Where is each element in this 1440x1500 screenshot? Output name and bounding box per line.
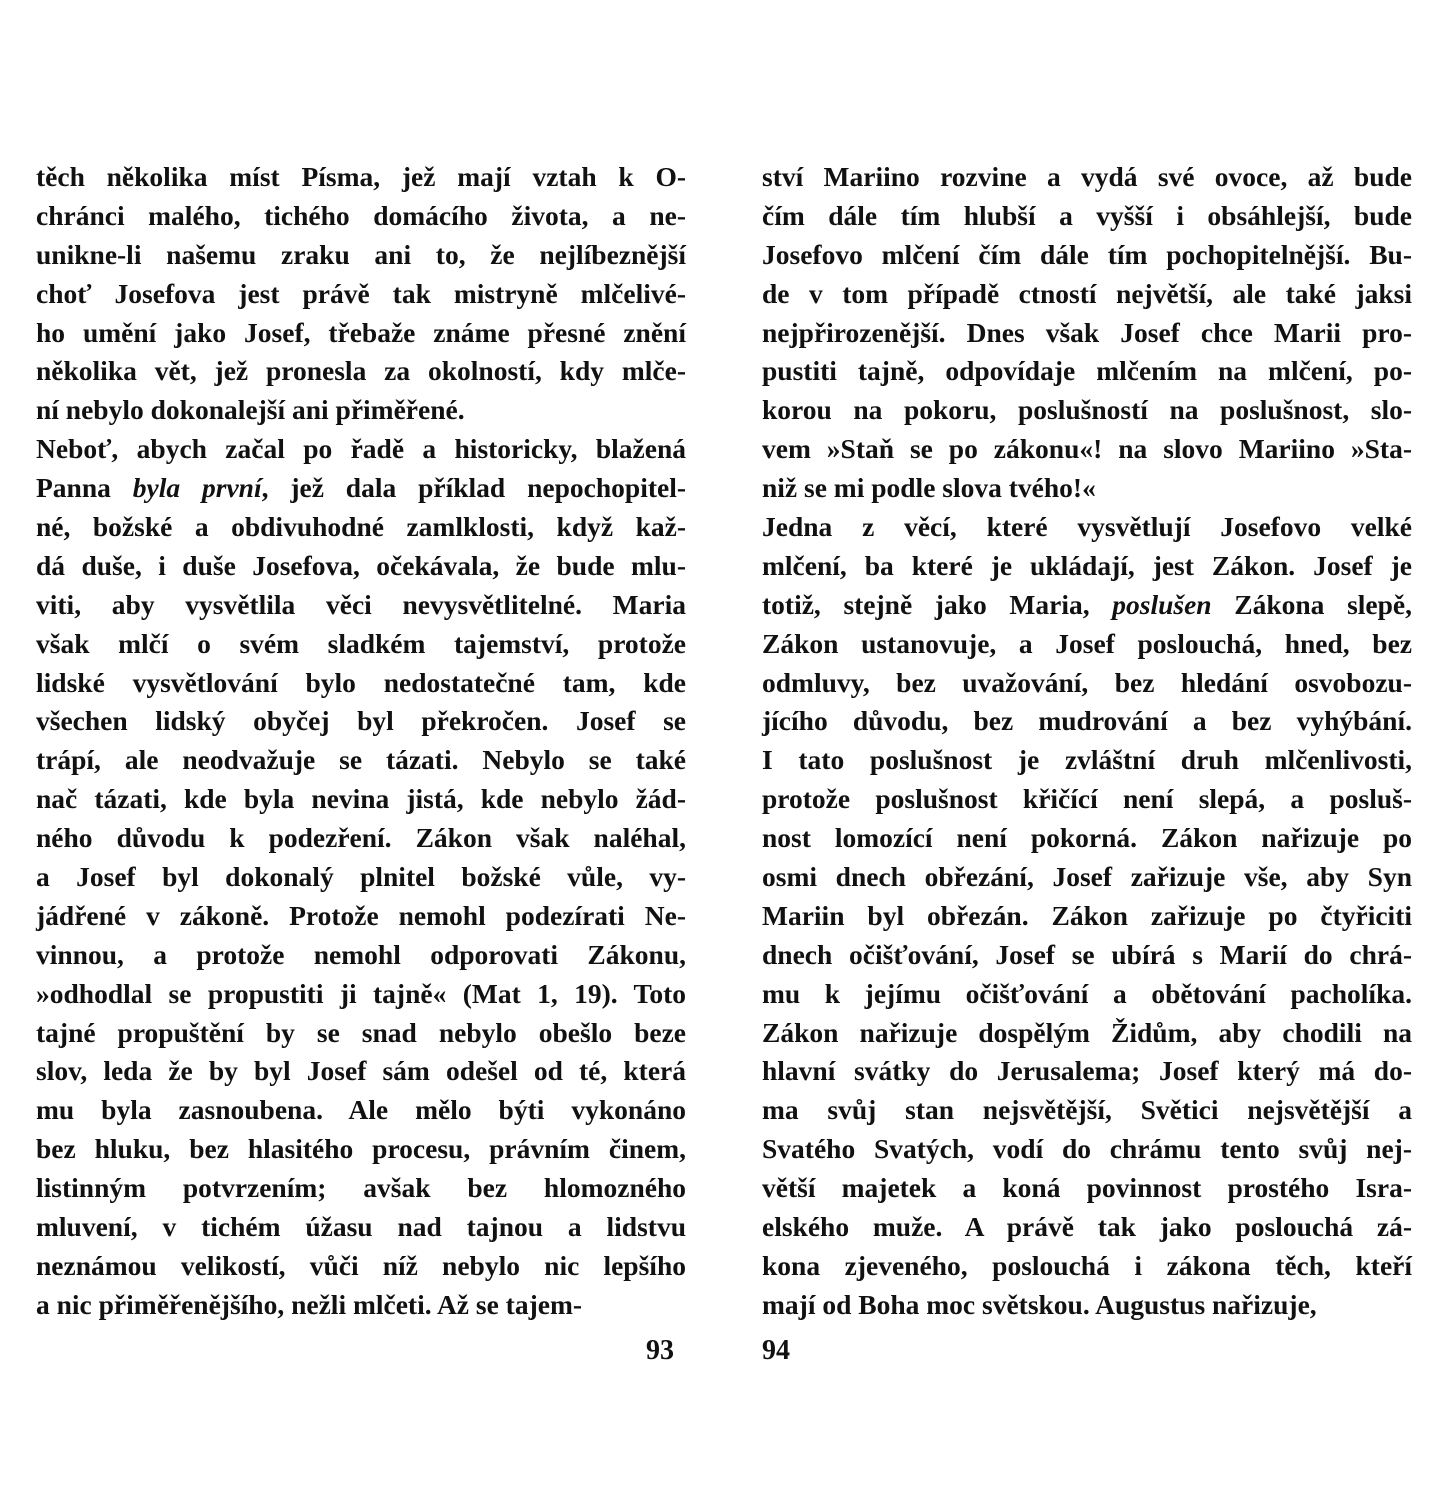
text-line: dá duše, i duše Josefova, očekávala, že bude mlu-: [36, 549, 686, 581]
text-line: »odhodlal se propustiti ji tajně« (Mat 1, 19). Toto: [36, 977, 686, 1009]
text-line: však mlčí o svém sladkém tajemství, protože: [36, 627, 686, 659]
text-line: kona zjeveného, poslouchá i zákona těch, kteří: [762, 1249, 1412, 1281]
text-line: mu byla zasnoubena. Ale mělo býti vykonáno: [36, 1094, 686, 1126]
text-line: Panna byla první, jež dala příklad nepochopitel-: [36, 472, 686, 504]
text-line: Zákon ustanovuje, a Josef poslouchá, hned, bez: [762, 627, 1412, 659]
text-line: vem »Staň se po zákonu«! na slovo Mariino »Sta-: [762, 433, 1412, 465]
text-line: neznámou velikostí, vůči níž nebylo nic lepšího: [36, 1249, 686, 1281]
text-line: nač tázati, kde byla nevina jistá, kde nebylo žád-: [36, 783, 686, 815]
text-line: několika vět, jež pronesla za okolností, kdy mlče-: [36, 355, 686, 387]
text-line: těch několika míst Písma, jež mají vztah k O-: [36, 161, 686, 192]
text-line: osmi dnech obřezání, Josef zařizuje vše, aby Syn: [762, 861, 1412, 893]
text-line: bez hluku, bez hlasitého procesu, právním činem,: [36, 1133, 686, 1165]
text-line: a Josef byl dokonalý plnitel božské vůle, vy-: [36, 861, 686, 893]
text-line: protože poslušnost křičící není slepá, a posluš-: [762, 783, 1412, 815]
text-line: chránci malého, tichého domácího života, a ne-: [36, 199, 686, 231]
text-line: Neboť, abych začal po řadě a historicky, blažená: [36, 433, 686, 465]
right-page-text: [762, 158, 1412, 1325]
text-line: všechen lidský obyčej byl překročen. Josef se: [36, 705, 686, 737]
text-line: větší majetek a koná povinnost prostého Isra-: [762, 1172, 1412, 1204]
text-line: I tato poslušnost je zvláštní druh mlčenlivosti,: [762, 744, 1412, 776]
text-line: elského muže. A právě tak jako poslouchá zá-: [762, 1211, 1412, 1243]
text-line: Jedna z věcí, které vysvětlují Josefovo velké: [762, 511, 1412, 543]
text-line: de v tom případě ctností největší, ale také jaksi: [762, 277, 1412, 309]
text-line: mlčení, ba které je ukládají, jest Zákon. Josef je: [762, 549, 1412, 581]
text-line: trápí, ale neodvažuje se tázati. Nebylo se také: [36, 744, 686, 776]
text-line: Zákon nařizuje dospělým Židům, aby chodili na: [762, 1016, 1412, 1048]
text-line: mají od Boha moc světskou. Augustus nařizuje,: [762, 1288, 1317, 1320]
right-page-number: 94: [762, 1335, 790, 1366]
text-line: a nic přiměřenějšího, nežli mlčeti. Až se tajem-: [36, 1288, 583, 1320]
text-line: korou na pokoru, poslušností na poslušnost, slo-: [762, 394, 1412, 426]
text-line: tajné propuštění by se snad nebylo obešlo beze: [36, 1016, 686, 1048]
text-line: nost lomozící není pokorná. Zákon nařizuje po: [762, 822, 1412, 854]
text-line: viti, aby vysvětlila věci nevysvětlitelné. Maria: [36, 588, 686, 620]
text-line: odmluvy, bez uvažování, bez hledání osvobozu-: [762, 666, 1412, 698]
text-line: čím dále tím hlubší a vyšší i obsáhlejší, bude: [762, 199, 1412, 231]
text-line: slov, leda že by byl Josef sám odešel od té, která: [36, 1055, 686, 1087]
text-line: Svatého Svatých, vodí do chrámu tento svůj nej-: [762, 1133, 1412, 1165]
text-line: né, božské a obdivuhodné zamlklosti, když kaž-: [36, 511, 686, 543]
text-line: hlavní svátky do Jerusalema; Josef který má do-: [762, 1055, 1412, 1087]
text-line: mu k jejímu očišťování a obětování pacholíka.: [762, 977, 1412, 1009]
text-line: Josefovo mlčení čím dále tím pochopitelnější. Bu-: [762, 238, 1412, 270]
text-line: mluvení, v tichém úžasu nad tajnou a lidstvu: [36, 1211, 686, 1243]
text-line: jádřené v zákoně. Protože nemohl podezírati Ne-: [36, 899, 686, 931]
text-line: ma svůj stan nejsvětější, Světici nejsvětější a: [762, 1094, 1412, 1126]
left-page-number: 93: [646, 1335, 674, 1366]
text-line: jícího důvodu, bez mudrování a bez vyhýbání.: [762, 705, 1412, 737]
text-line: unikne-li našemu zraku ani to, že nejlíbeznější: [36, 238, 686, 270]
text-line: ní nebylo dokonalejší ani přiměřené.: [36, 394, 465, 426]
text-line: dnech očišťování, Josef se ubírá s Marií do chrá-: [762, 938, 1412, 970]
text-line: totiž, stejně jako Maria, poslušen Zákona slepě,: [762, 588, 1412, 620]
text-line: niž se mi podle slova tvého!«: [762, 472, 1096, 504]
text-line: ného důvodu k podezření. Zákon však naléhal,: [36, 822, 686, 854]
text-line: ho umění jako Josef, třebaže známe přesné znění: [36, 316, 686, 348]
text-line: nejpřirozenější. Dnes však Josef chce Marii pro-: [762, 316, 1412, 348]
text-line: ství Mariino rozvine a vydá své ovoce, až bude: [762, 161, 1412, 192]
emphasis: poslušen: [1112, 588, 1212, 620]
text-line: Mariin byl obřezán. Zákon zařizuje po čtyřiciti: [762, 899, 1412, 931]
text-line: vinnou, a protože nemohl odporovati Zákonu,: [36, 938, 686, 970]
text-line: choť Josefova jest právě tak mistryně mlčelivé-: [36, 277, 686, 309]
left-page-text: [36, 158, 686, 1325]
text-line: lidské vysvětlování bylo nedostatečné tam, kde: [36, 666, 686, 698]
emphasis: byla první: [132, 472, 262, 504]
text-line: pustiti tajně, odpovídaje mlčením na mlčení, po-: [762, 355, 1412, 387]
text-line: listinným potvrzením; avšak bez hlomozného: [36, 1172, 686, 1204]
